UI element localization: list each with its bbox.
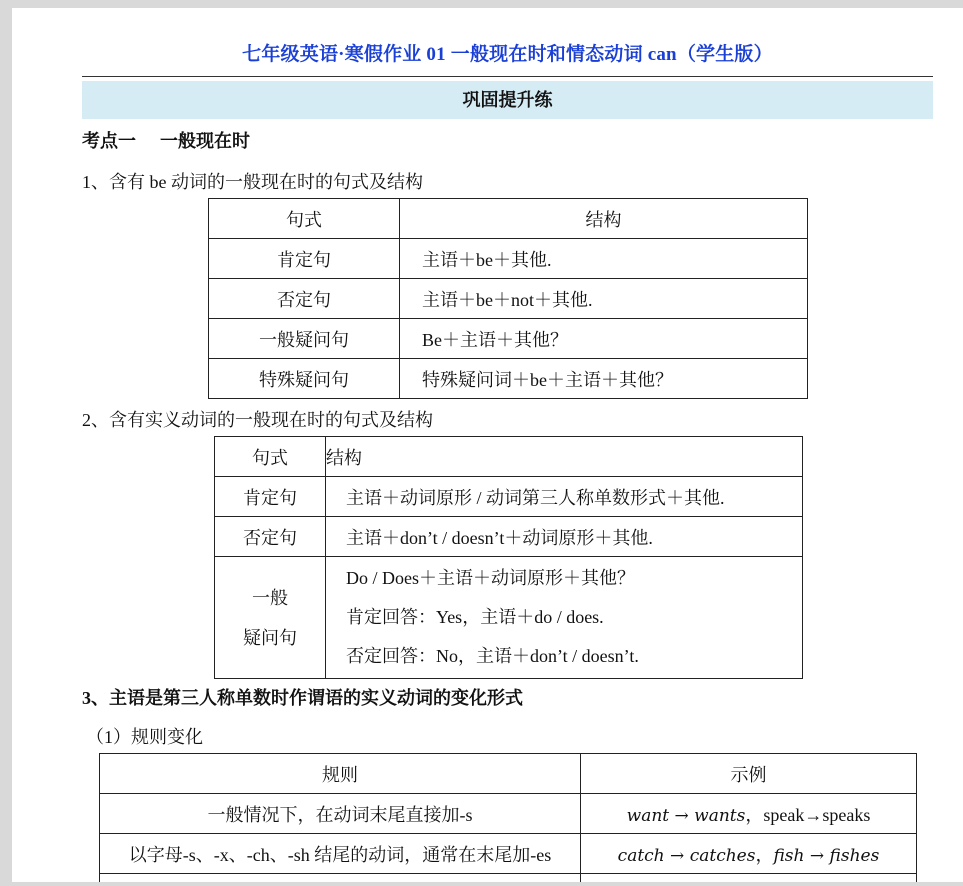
kaodian-label: 考点一 xyxy=(82,131,136,151)
example-word: want xyxy=(626,805,670,826)
example-cell xyxy=(581,794,917,834)
table-header-cell: 句式 xyxy=(209,199,400,239)
structure-cell xyxy=(326,557,803,679)
table-row xyxy=(100,794,917,834)
structure-cell: 主语＋动词原形 / 动词第三人称单数形式＋其他. xyxy=(326,477,803,517)
table-header-cell: 结构 xyxy=(400,199,808,239)
table-row xyxy=(209,239,808,279)
table-row xyxy=(209,319,808,359)
section3-subtitle: （1）规则变化 xyxy=(86,727,203,747)
example-word: catch xyxy=(617,845,665,866)
structure-cell: 主语＋be＋其他. xyxy=(400,239,808,279)
kaodian-title: 一般现在时 xyxy=(160,131,250,151)
title-divider xyxy=(82,76,933,77)
arrow-symbol: → xyxy=(669,805,695,826)
example-word: catches xyxy=(689,845,756,866)
question-structure-line: Do / Does＋主语＋动词原形＋其他？ xyxy=(346,568,635,588)
structure-cell: 主语＋don’t / doesn’t＋动词原形＋其他. xyxy=(326,517,803,557)
document-page xyxy=(12,8,963,882)
table-row xyxy=(215,517,803,557)
table-row xyxy=(215,557,803,679)
rule-cell: 一般情况下，在动词末尾直接加-s xyxy=(100,794,581,834)
structure-cell: 主语＋be＋not＋其他. xyxy=(400,279,808,319)
table-row xyxy=(209,359,808,399)
example-word: fishes xyxy=(829,845,880,866)
table-header-row xyxy=(100,754,917,794)
section2-title: 2、含有实义动词的一般现在时的句式及结构 xyxy=(82,410,433,430)
banner-text: 巩固提升练 xyxy=(462,90,553,110)
kaodian-heading xyxy=(82,127,250,153)
arrow-symbol: → xyxy=(664,845,690,866)
table-header-cell: 句式 xyxy=(215,437,326,477)
table-row xyxy=(215,477,803,517)
rule-cell xyxy=(100,874,581,883)
table-row xyxy=(209,279,808,319)
table-header-cell: 示例 xyxy=(581,754,917,794)
table-header-row xyxy=(215,437,803,477)
arrow-symbol: → xyxy=(804,845,830,866)
table-header-row xyxy=(209,199,808,239)
sentence-type-cell: 一般疑问句 xyxy=(209,319,400,359)
question-label-line2: 疑问句 xyxy=(243,627,297,648)
be-verb-structure-table xyxy=(208,198,808,399)
table-row xyxy=(100,834,917,874)
positive-answer-line: 肯定回答：Yes，主语＋do / does. xyxy=(346,607,604,627)
sentence-type-cell: 否定句 xyxy=(209,279,400,319)
structure-cell: 特殊疑问词＋be＋主语＋其他？ xyxy=(400,359,808,399)
sentence-type-cell: 肯定句 xyxy=(209,239,400,279)
example-word: fish xyxy=(773,845,805,866)
sentence-type-cell: 否定句 xyxy=(215,517,326,557)
table-header-cell: 结构 xyxy=(326,437,803,477)
example-cell xyxy=(581,874,917,883)
section-banner xyxy=(82,81,933,119)
rule-cell: 以字母-s、-x、-ch、-sh 结尾的动词，通常在末尾加-es xyxy=(100,834,581,874)
document-title: 七年级英语·寒假作业 01 一般现在时和情态动词 can（学生版） xyxy=(242,44,773,65)
sentence-type-cell: 肯定句 xyxy=(215,477,326,517)
example-cell xyxy=(581,834,917,874)
sentence-type-cell xyxy=(215,557,326,679)
example-separator: ， xyxy=(755,844,774,865)
question-label-line1: 一般 xyxy=(252,587,288,608)
negative-answer-line: 否定回答：No，主语＋don’t / doesn’t. xyxy=(346,646,639,666)
section1-title: 1、含有 be 动词的一般现在时的句式及结构 xyxy=(82,172,423,192)
structure-cell: Be＋主语＋其他？ xyxy=(400,319,808,359)
third-person-rule-table xyxy=(99,753,917,882)
section3-title: 3、主语是第三人称单数时作谓语的实义动词的变化形式 xyxy=(82,688,523,708)
sentence-type-cell: 特殊疑问句 xyxy=(209,359,400,399)
table-row xyxy=(100,874,917,883)
table-header-cell: 规则 xyxy=(100,754,581,794)
example-word: wants xyxy=(694,805,746,826)
action-verb-structure-table xyxy=(214,436,803,679)
example-text: ，speak→speaks xyxy=(745,804,871,825)
